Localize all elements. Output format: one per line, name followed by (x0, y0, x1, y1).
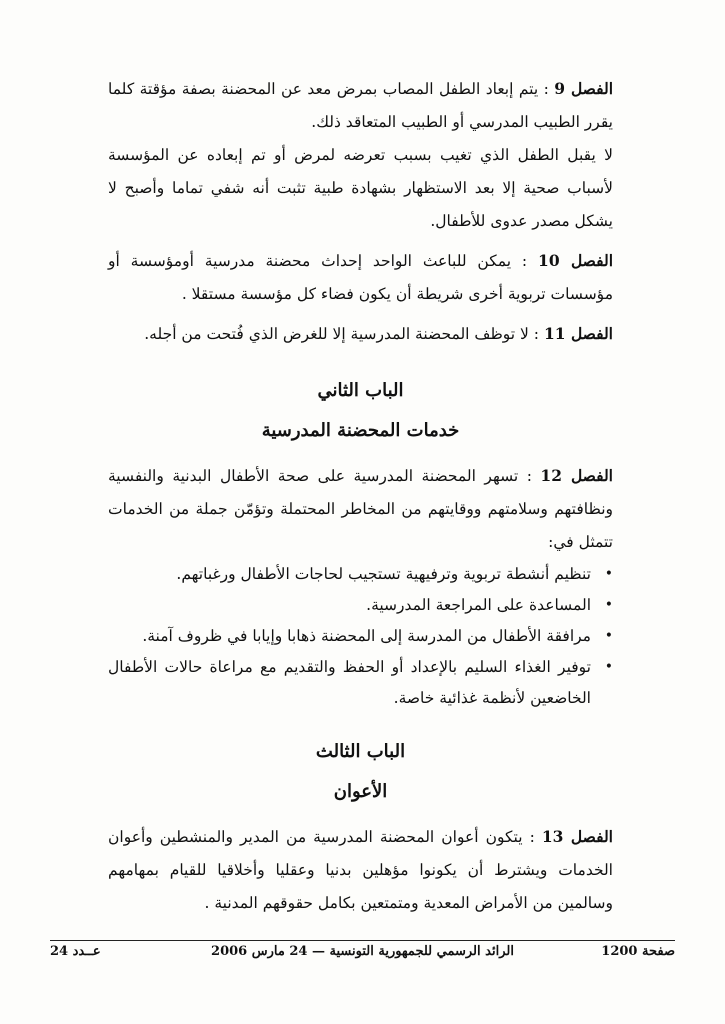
list-item: • المساعدة على المراجعة المدرسية. (108, 590, 591, 621)
page-footer (50, 944, 675, 959)
footer-divider (50, 940, 675, 941)
article-label: الفصل 9 (554, 79, 613, 98)
article-9 (108, 72, 613, 139)
article-label: الفصل 10 (538, 251, 613, 270)
bullet-icon: • (604, 628, 613, 644)
section-2-title: الباب الثاني (317, 380, 404, 401)
article-10 (108, 244, 613, 311)
article-label: الفصل 11 (543, 324, 613, 343)
list-item: • مرافقة الأطفال من المدرسة إلى المحضنة ذهابا وإيابا في ظروف آمنة. (108, 621, 591, 652)
article-label: الفصل 13 (541, 827, 613, 846)
article-9-continuation (108, 139, 613, 238)
list-item: • توفير الغذاء السليم بالإعداد أو الحفظ والتقديم مع مراعاة حالات الأطفال الخاضعين لأنظمة غذائية خاصة. (108, 652, 591, 714)
list-item: • تنظيم أنشطة تربوية وترفيهية تستجيب لحاجات الأطفال ورغباتهم. (108, 559, 591, 590)
article-text: : تسهر المحضنة المدرسية على صحة الأطفال البدنية والنفسية ونظافتهم وسلامتهم ووقايتهم من المخاطر المحتملة وتؤمّن جملة من الخدمات تتمثل في: (108, 467, 613, 551)
article-text: : يمكن للباعث الواحد إحداث محضنة مدرسية أومؤسسة أو مؤسسات تربوية أخرى شريطة أن يكون فضاء كل مؤسسة مستقلا . (108, 252, 613, 303)
bullet-icon: • (604, 566, 613, 582)
article-11 (108, 317, 613, 351)
article-text: : لا توظف المحضنة المدرسية إلا للغرض الذي فُتحت من أجله. (144, 325, 544, 343)
article-text: : يتكون أعوان المحضنة المدرسية من المدير والمنشطين وأعوان الخدمات ويشترط أن يكونوا مؤهلين بدنيا وعقليا وأخلاقيا للقيام بمهامهم وسالمين من الأمراض المعدية ومتمتعين بكامل حقوقهم المدنية . (108, 828, 613, 912)
article-text: : يتم إبعاد الطفل المصاب بمرض معد عن المحضنة بصفة مؤقتة كلما يقرر الطبيب المدرسي أو الطبيب المتعاقد ذلك. (108, 80, 613, 131)
section-3-title: الباب الثالث (315, 741, 406, 762)
bullet-icon: • (604, 659, 613, 675)
article-text: لا يقبل الطفل الذي تغيب بسبب تعرضه لمرض أو تم إبعاده عن المؤسسة لأسباب صحية إلا بعد الاستظهار بشهادة طبية تثبت أنه شفي تماما وأصبح لا يشكل مصدر عدوى للأطفال. (108, 146, 613, 230)
document-body (108, 72, 613, 926)
page-number: صفحة 1200 (601, 944, 675, 959)
services-list (108, 559, 613, 714)
bullet-icon: • (604, 597, 613, 613)
article-13 (108, 820, 613, 920)
journal-title: الرائد الرسمي للجمهورية التونسية — 24 مارس 2006 (211, 944, 514, 959)
issue-number: عــدد 24 (50, 944, 101, 959)
section-3-subtitle: الأعوان (333, 781, 388, 802)
section-2-subtitle: خدمات المحضنة المدرسية (261, 420, 460, 441)
article-label: الفصل 12 (540, 466, 613, 485)
article-12 (108, 459, 613, 559)
